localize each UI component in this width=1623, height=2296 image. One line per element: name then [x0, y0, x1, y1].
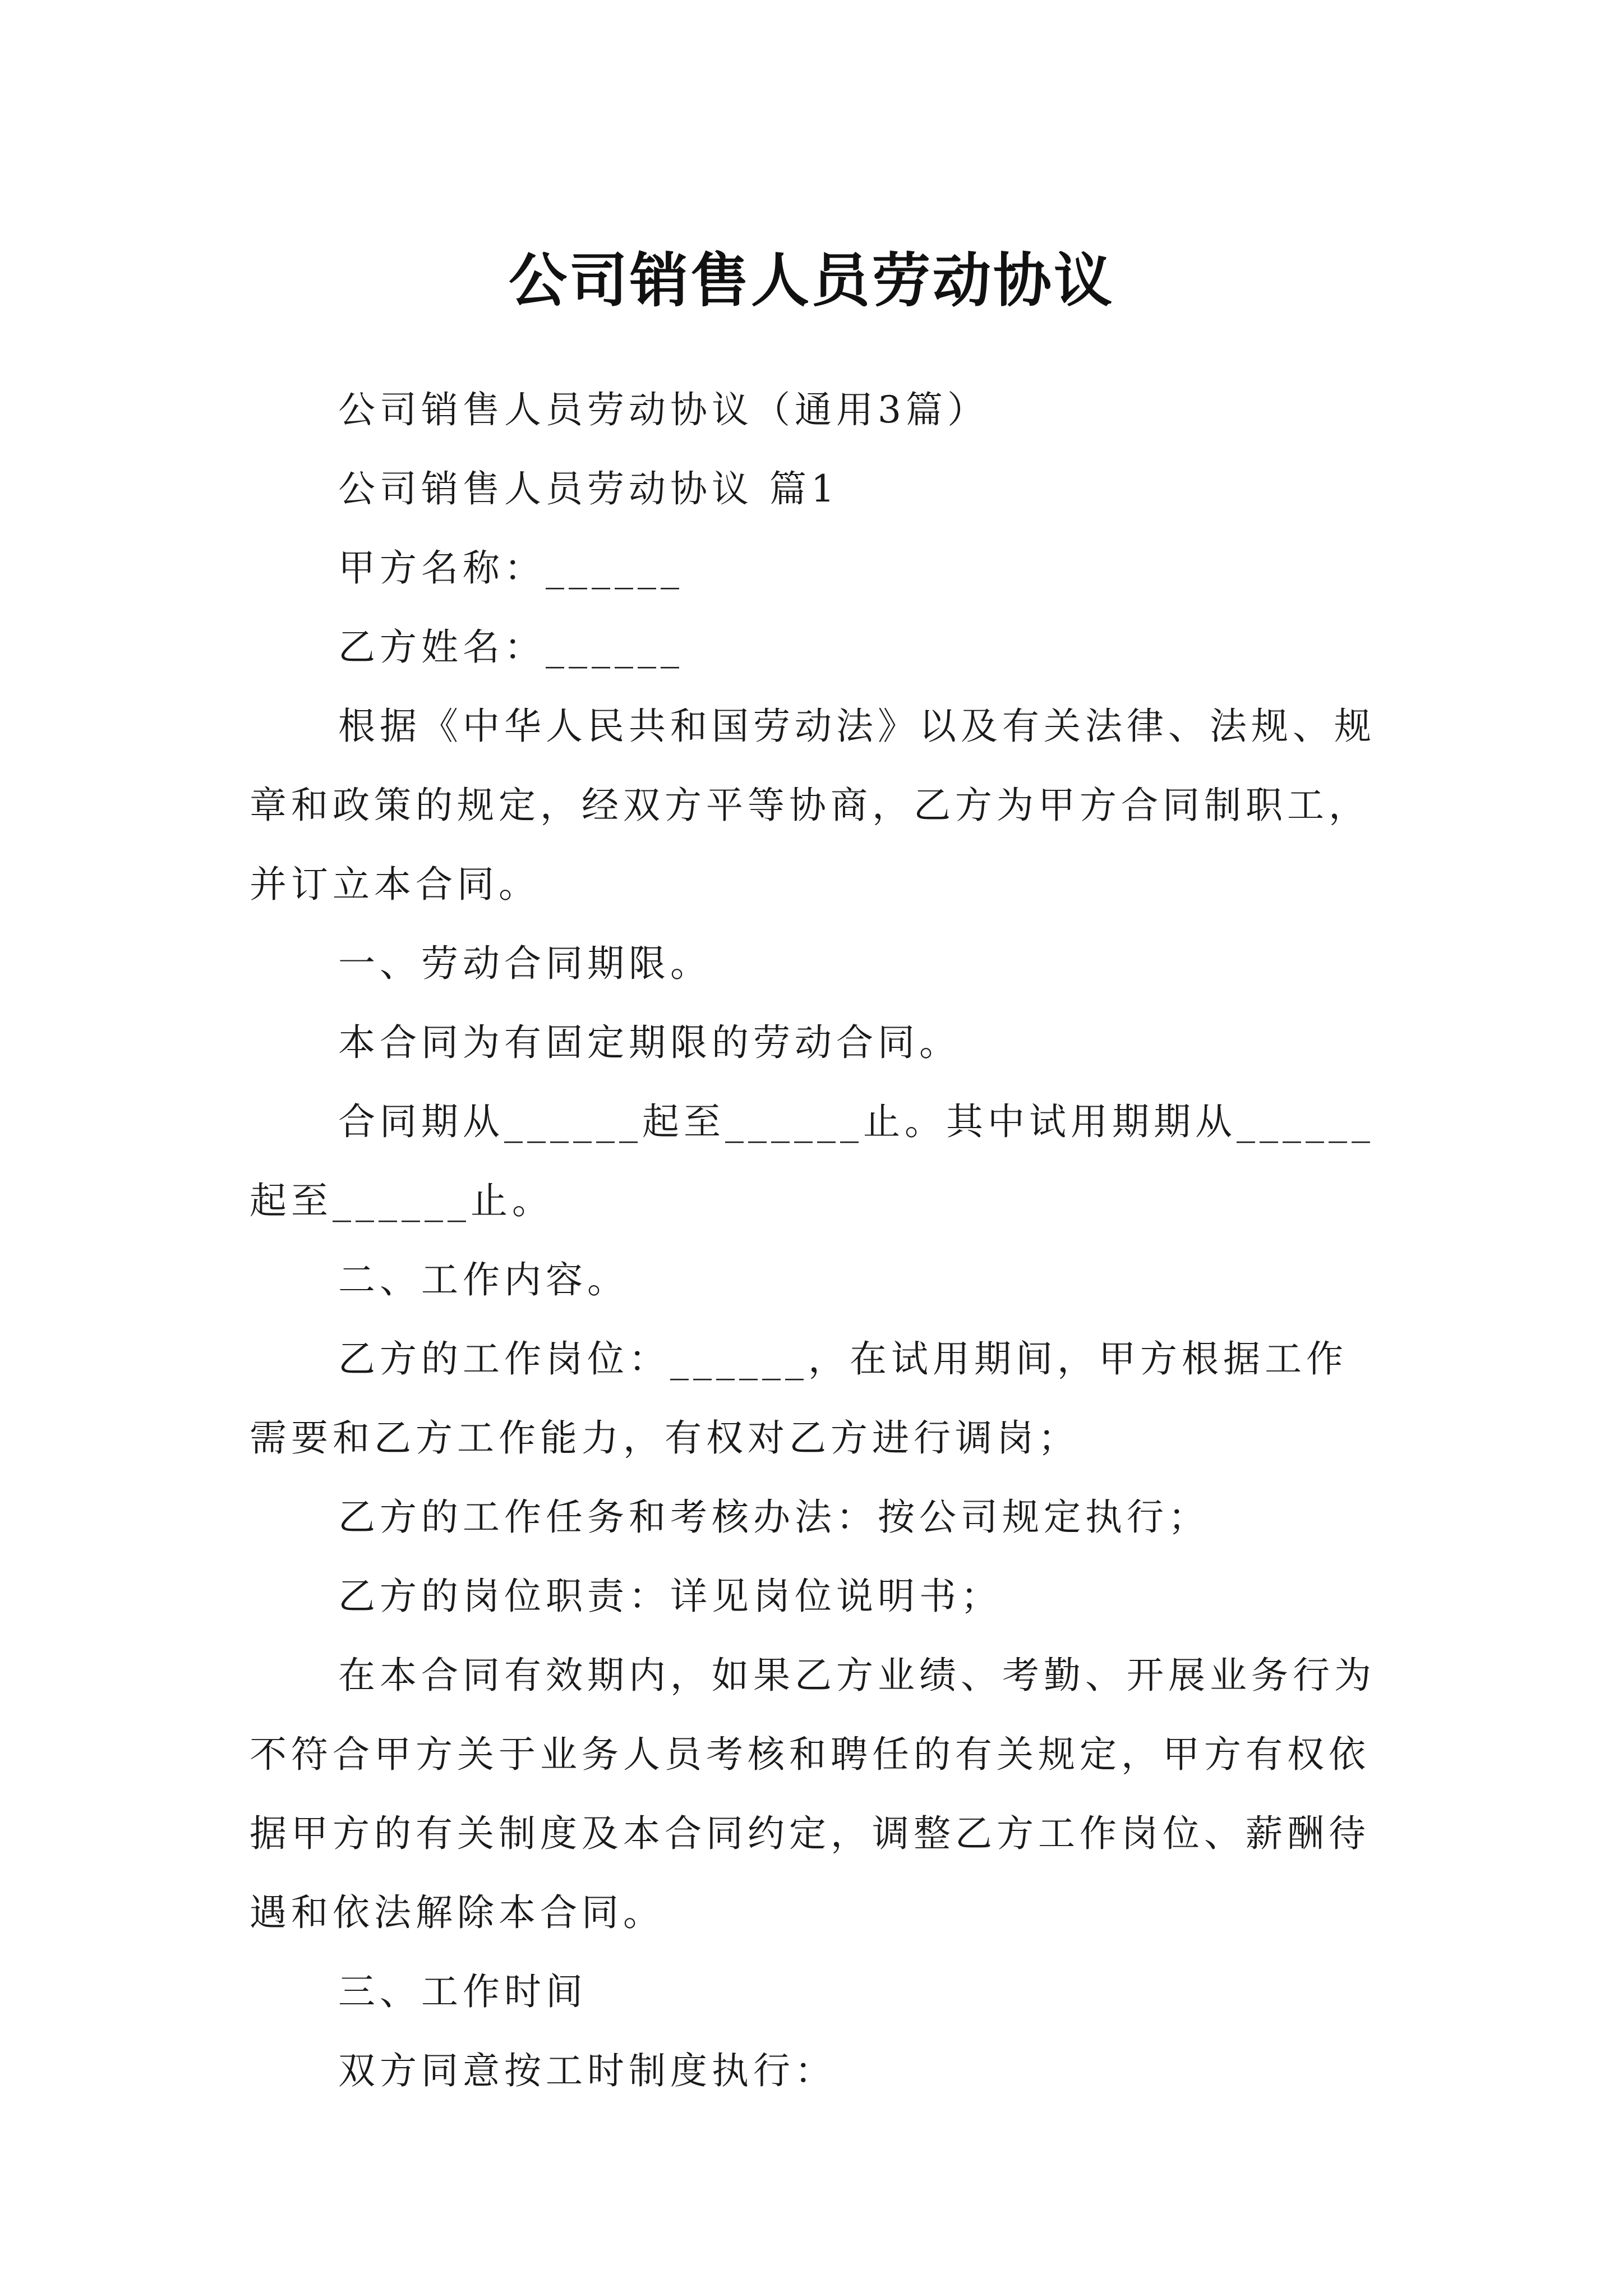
paragraph-heading-working-hours: 三、工作时间	[338, 1970, 587, 2013]
paragraph-job-position: 乙方的工作岗位：______，在试用期间，甲方根据工作需要和乙方工作能力，有权对乙方进行调岗；	[250, 1337, 1348, 1460]
paragraph-section-heading: 公司销售人员劳动协议 篇1	[338, 467, 839, 510]
paragraph-job-duties: 乙方的岗位职责：详见岗位说明书；	[338, 1575, 1002, 1618]
paragraph-contract-period: 合同期从______起至______止。其中试用期期从______起至______止。	[250, 1100, 1375, 1222]
paragraph-heading-contract-term: 一、劳动合同期限。	[338, 942, 712, 985]
paragraph-contract-type: 本合同为有固定期限的劳动合同。	[338, 1021, 961, 1064]
paragraph-working-hours-system: 双方同意按工时制度执行：	[338, 2049, 836, 2092]
paragraph-preamble: 根据《中华人民共和国劳动法》以及有关法律、法规、规章和政策的规定，经双方平等协商，乙方为甲方合同制职工，并订立本合同。	[250, 705, 1376, 906]
paragraph-performance-clause: 在本合同有效期内，如果乙方业绩、考勤、开展业务行为不符合甲方关于业务人员考核和聘任的有关规定，甲方有权依据甲方的有关制度及本合同约定，调整乙方工作岗位、薪酬待遇和依法解除本合同。	[250, 1654, 1376, 1934]
paragraph-subtitle: 公司销售人员劳动协议（通用3篇）	[338, 388, 989, 431]
paragraph-heading-work-content: 二、工作内容。	[338, 1258, 629, 1301]
document-title: 公司销售人员劳动协议	[508, 246, 1114, 315]
document-body	[250, 370, 1382, 2110]
paragraph-party-a-name: 甲方名称：______	[338, 546, 684, 590]
paragraph-tasks-assessment: 乙方的工作任务和考核办法：按公司规定执行；	[338, 1496, 1210, 1539]
paragraph-party-b-name: 乙方姓名：______	[338, 625, 684, 669]
